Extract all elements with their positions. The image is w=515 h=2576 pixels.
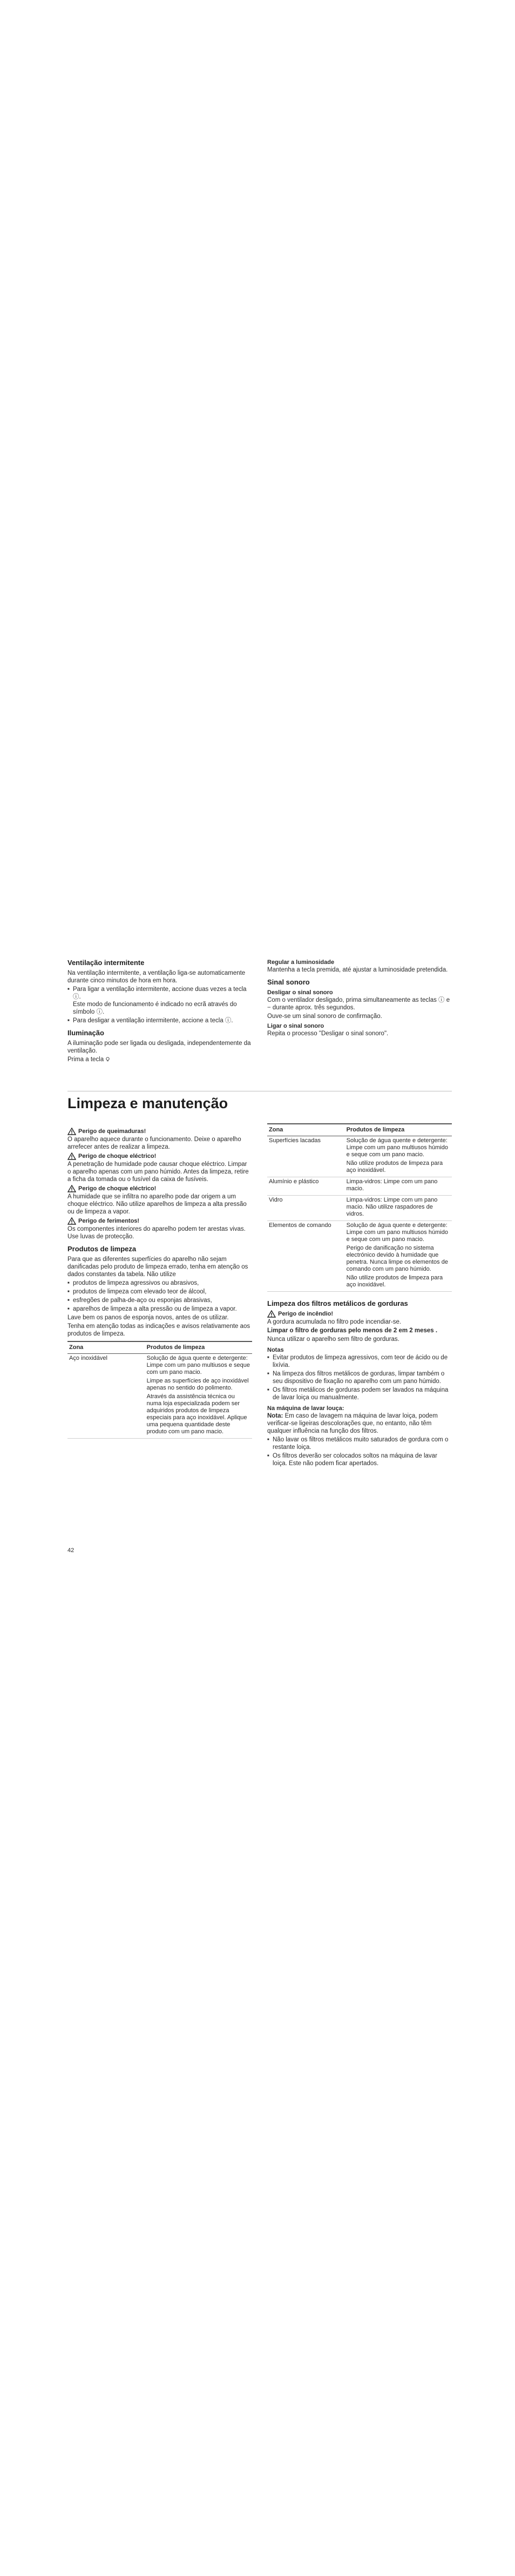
warning-fire: Perigo de incêndio! (267, 1310, 452, 1318)
light-icon (105, 1057, 110, 1062)
zone-cell: Vidro (267, 1196, 345, 1221)
notes-label: Notas (267, 1347, 284, 1353)
sound-title: Sinal sonoro (267, 978, 310, 986)
vent-item-on-note: Este modo de funcionamento é indicado no ecrã através do símbolo ⓘ. (73, 1001, 237, 1015)
sound-off-label: Desligar o sinal sonoro (267, 989, 333, 996)
list-item: ■ Os filtros deverão ser colocados soltos na máquina de lavar loiça. Este não podem ficar apertados. (267, 1452, 452, 1467)
sound-on-text: Repita o processo "Desligar o sinal sonoro". (267, 1030, 389, 1037)
dishwasher-note: Nota: Em caso de lavagem na máquina de lavar loiça, podem verificar-se ligeiras descolorações que, no entanto, não têm qualquer influência na função dos filtros. (267, 1413, 438, 1434)
product-cell: Solução de água quente e detergente: Limpe com um pano multiusos húmido e seque com um pano macio. Perigo de danificação no sistema electrónico devido à humidade que penetra. Nunca limpe os elementos de comando com um pano húmido. Não utilize produtos de limpeza para aço inoxidável. (345, 1221, 452, 1292)
lum-text: Mantenha a tecla premida, até ajustar a luminosidade pretendida. (267, 967, 448, 973)
filters-title: Limpeza dos filtros metálicos de gorduras (267, 1299, 408, 1307)
zone-cell: Aço inoxidável (67, 1354, 145, 1439)
illum-text: A iluminação pode ser ligada ou desligada, independentemente da ventilação. (67, 1040, 251, 1054)
vent-list (67, 986, 252, 1024)
warning-triangle-icon (67, 1152, 76, 1160)
col-zone-header: Zona (267, 1124, 345, 1136)
col-zone-header: Zona (67, 1341, 145, 1354)
sound-confirm: Ouve-se um sinal sonoro de confirmação. (267, 1013, 382, 1020)
zone-cell: Alumínio e plástico (267, 1177, 345, 1196)
warning-fire-text: A gordura acumulada no filtro pode incendiar-se. (267, 1319, 402, 1325)
warning-fire-bold: Limpar o filtro de gorduras pelo menos de 2 em 2 meses . (267, 1327, 438, 1334)
list-item: ■ Evitar produtos de limpeza agressivos, com teor de ácido ou de lixívia. (267, 1354, 452, 1369)
products-intro: Para que as diferentes superfícies do aparelho não sejam danificadas pelo produto de limpeza errado, tenha em atenção os dados constantes da tabela. Não utilize (67, 1256, 248, 1278)
table-row (267, 1136, 452, 1177)
dishwasher-label: Na máquina de lavar louça: (267, 1405, 344, 1412)
warning-triangle-icon (67, 1217, 76, 1225)
zone-cell: Elementos de comando (267, 1221, 345, 1292)
products-p2: Lave bem os panos de esponja novos, antes de os utilizar. (67, 1314, 229, 1321)
product-cell: Solução de água quente e detergente: Limpe com um pano multiusos e seque com um pano macio. Limpe as superfícies de aço inoxidável apenas no sentido do polimento. Através da assistência técnica ou numa loja especializada podem ser adquiridos produtos de limpeza especiais para aço inoxidável. Aplique uma pequena quantidade deste produto com um pano macio. (145, 1354, 252, 1439)
sound-on-label: Ligar o sinal sonoro (267, 1023, 324, 1029)
warning-fire-text2: Nunca utilizar o aparelho sem filtro de gorduras. (267, 1336, 399, 1343)
table-row (267, 1196, 452, 1221)
illum-press: Prima a tecla (67, 1056, 252, 1063)
vent-title: Ventilação intermitente (67, 959, 145, 967)
list-item: ■ Não lavar os filtros metálicos muito saturados de gordura com o restante loiça. (267, 1436, 452, 1451)
table-header-row (267, 1124, 452, 1136)
cleaning-table-left (67, 1341, 252, 1439)
warning-burn-text: O aparelho aquece durante o funcionamento. Deixe o aparelho arrefecer antes de realizar a limpeza. (67, 1136, 241, 1150)
table-header-row (67, 1341, 252, 1354)
list-item: ■ Os filtros metálicos de gorduras podem ser lavados na máquina de lavar loiça ou manualmente. (267, 1386, 452, 1401)
cleaning-table-right (267, 1123, 452, 1292)
list-item: ■ Na limpeza dos filtros metálicos de gorduras, limpar também o seu dispositivo de fixação no aparelho com um pano húmido. (267, 1370, 452, 1385)
lum-label: Regular a luminosidade (267, 959, 335, 966)
list-item: ■ produtos de limpeza com elevado teor de álcool, (67, 1288, 252, 1296)
zone-cell: Superfícies lacadas (267, 1136, 345, 1177)
products-p3: Tenha em atenção todas as indicações e avisos relativamente aos produtos de limpeza. (67, 1323, 250, 1337)
warning-shock-1-text: A penetração de humidade pode causar choque eléctrico. Limpar o aparelho apenas com um pano húmido. Antes da limpeza, retire a ficha da tomada ou o fusível da caixa de fusíveis. (67, 1161, 249, 1183)
warning-shock-1: Perigo de choque eléctrico! (67, 1152, 252, 1160)
section-title: Limpeza e manutenção (67, 1091, 452, 1112)
col-product-header: Produtos de limpeza (345, 1124, 452, 1136)
table-row (267, 1177, 452, 1196)
right-bottom-column (267, 1123, 452, 1468)
warning-injury-text: Os componentes interiores do aparelho podem ter arestas vivas. Use luvas de protecção. (67, 1226, 246, 1240)
dishwasher-list (267, 1436, 452, 1467)
list-item: ■ produtos de limpeza agressivos ou abrasivos, (67, 1279, 252, 1287)
warning-burn: Perigo de queimaduras! (67, 1128, 252, 1135)
warning-shock-2-text: A humidade que se infiltra no aparelho pode dar origem a um choque eléctrico. Não utilize aparelhos de limpeza a alta pressão ou de limpeza a vapor. (67, 1193, 247, 1215)
warning-triangle-icon (67, 1128, 76, 1135)
page-number: 42 (67, 1547, 74, 1554)
warning-injury: Perigo de ferimentos! (67, 1217, 252, 1225)
sound-off-text: Com o ventilador desligado, prima simultaneamente as teclas ⓘ e − durante aprox. três segundos. (267, 997, 450, 1011)
products-list (67, 1279, 252, 1313)
vent-intro: Na ventilação intermitente, a ventilação liga-se automaticamente durante cinco minutos de hora em hora. (67, 970, 246, 984)
list-item: ■ esfregões de palha-de-aço ou esponjas abrasivas, (67, 1297, 252, 1304)
vent-item-on: ■ Para ligar a ventilação intermitente, accione duas vezes a tecla ⓘ. Este modo de funcionamento é indicado no ecrã através do símbolo ⓘ. (67, 986, 252, 1016)
right-top-column (267, 959, 452, 1039)
product-cell: Limpa-vidros: Limpe com um pano macio. Não utilize raspadores de vidros. (345, 1196, 452, 1221)
table-row (67, 1354, 252, 1439)
illum-title: Iluminação (67, 1029, 104, 1037)
left-bottom-column (67, 1126, 252, 1442)
warning-triangle-icon (67, 1185, 76, 1192)
warning-triangle-icon (267, 1310, 276, 1318)
list-item: ■ aparelhos de limpeza a alta pressão ou de limpeza a vapor. (67, 1305, 252, 1313)
products-title: Produtos de limpeza (67, 1245, 137, 1253)
product-cell: Solução de água quente e detergente: Limpe com um pano multiusos húmido e seque com um pano macio. Não utilize produtos de limpeza para aço inoxidável. (345, 1136, 452, 1177)
col-product-header: Produtos de limpeza (145, 1341, 252, 1354)
table-row (267, 1221, 452, 1292)
left-top-column (67, 959, 252, 1064)
notes-list (267, 1354, 452, 1401)
product-cell: Limpa-vidros: Limpe com um pano macio. (345, 1177, 452, 1196)
vent-item-off: ■ Para desligar a ventilação intermitente, accione a tecla ⓘ. (67, 1017, 252, 1024)
warning-shock-2: Perigo de choque eléctrico! (67, 1185, 252, 1192)
